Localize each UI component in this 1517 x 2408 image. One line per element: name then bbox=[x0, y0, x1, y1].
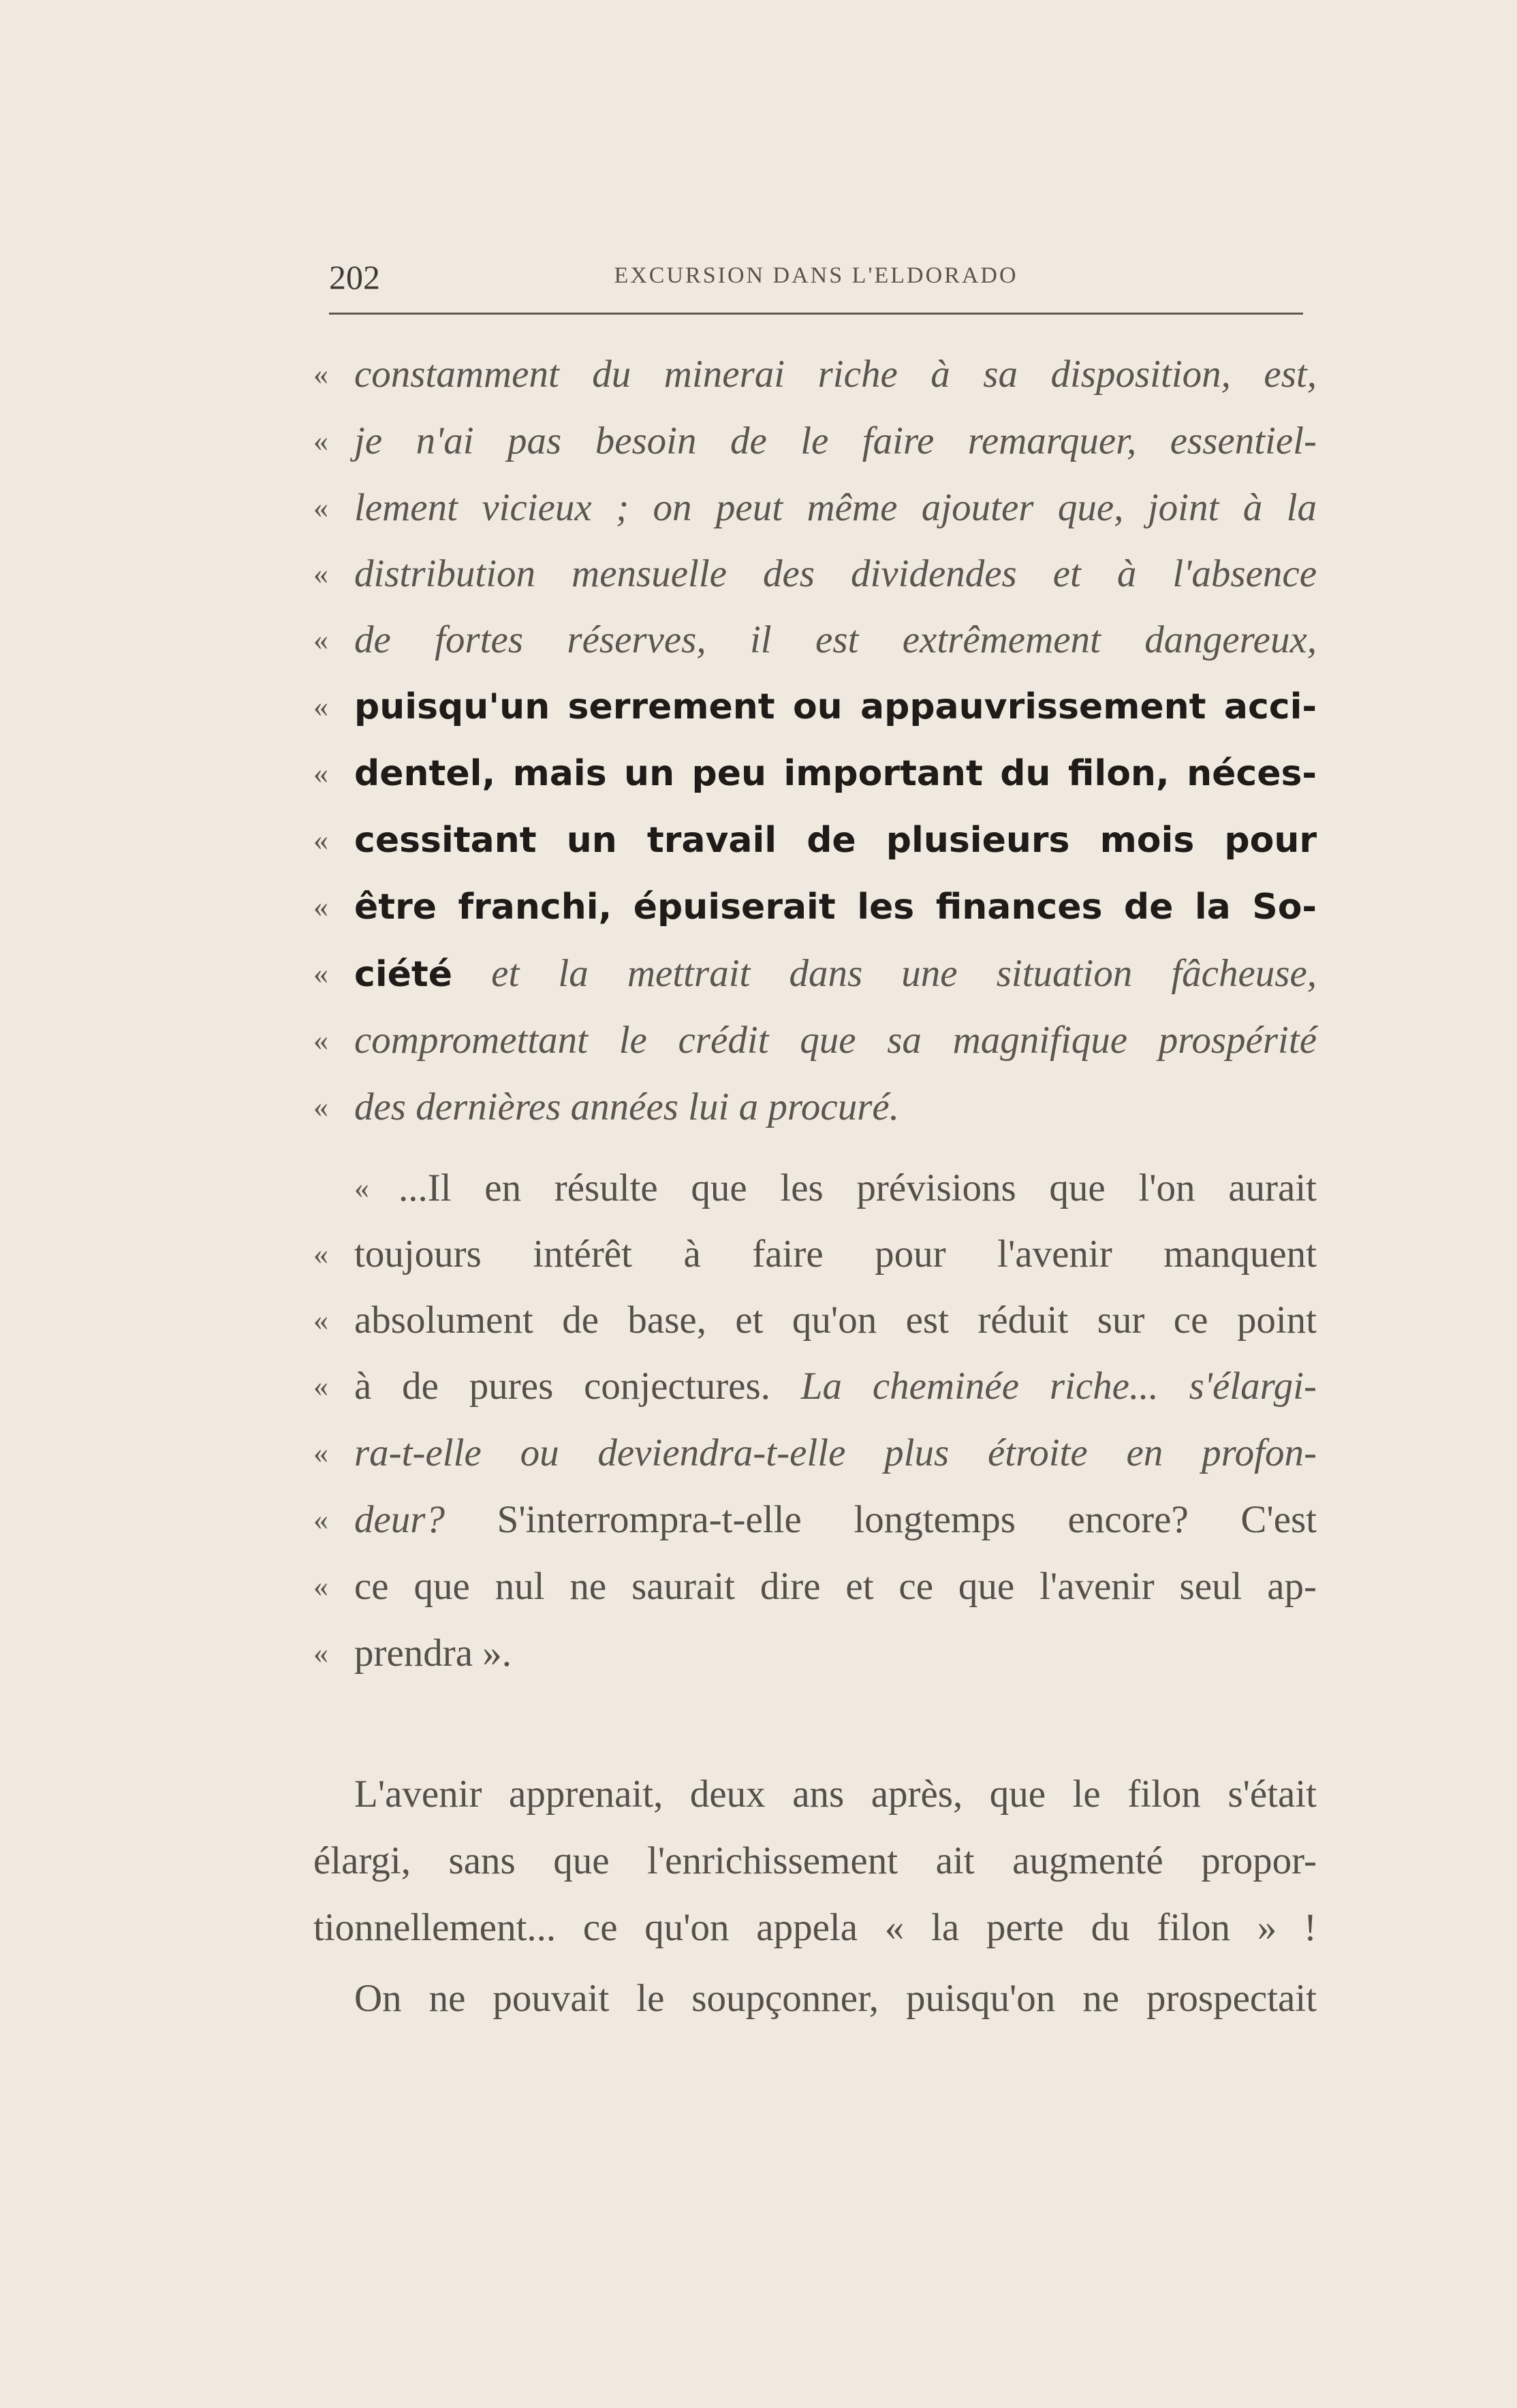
quote-line bbox=[313, 344, 1317, 405]
quote-mark: « bbox=[313, 1024, 328, 1057]
quote-mark: « bbox=[313, 1369, 328, 1403]
line-text bbox=[354, 943, 1317, 1005]
quote-mark: « bbox=[313, 890, 328, 923]
line-text: je n'ai pas besoin de le faire remarquer, essentiel- bbox=[354, 419, 1317, 462]
paragraph-line: élargi, sans que l'enrichissement ait augmenté propor- bbox=[313, 1839, 1317, 1882]
quote-line bbox=[313, 1010, 1317, 1071]
line-text: puisqu'un serrement ou appauvrissement acci- bbox=[354, 686, 1317, 727]
italic-fragment: deur? bbox=[354, 1498, 445, 1541]
line-text: absolument de base, et qu'on est réduit sur ce point bbox=[354, 1299, 1317, 1342]
quote-mark: « bbox=[313, 491, 328, 524]
quote-line bbox=[313, 1290, 1317, 1351]
paragraph-line: L'avenir apprenait, deux ans après, que le filon s'était bbox=[354, 1773, 1317, 1816]
line-text: prendra ». bbox=[354, 1632, 512, 1675]
quote-mark: « bbox=[313, 1636, 328, 1670]
quote-line bbox=[313, 1077, 1317, 1138]
bold-fragment: ciété bbox=[354, 954, 453, 995]
italic-fragment: et la mettrait dans une situation fâcheuse, bbox=[491, 952, 1317, 995]
quote-mark: « bbox=[313, 957, 328, 990]
quote-mark: « bbox=[313, 757, 328, 790]
line-text: distribution mensuelle des dividendes et à l'absence bbox=[354, 552, 1317, 595]
header-rule bbox=[329, 313, 1303, 315]
quote-mark: « bbox=[354, 1171, 369, 1205]
line-text: ce que nul ne saurait dire et ce que l'avenir seul ap- bbox=[354, 1565, 1317, 1608]
line-text: ...Il en résulte que les prévisions que l'on aurait bbox=[398, 1167, 1317, 1209]
quote-mark: « bbox=[313, 1503, 328, 1536]
line-text: des dernières années lui a procuré. bbox=[354, 1086, 899, 1128]
quote-line bbox=[313, 1356, 1317, 1417]
quote-mark: « bbox=[313, 623, 328, 656]
line-text: dentel, mais un peu important du filon, néces- bbox=[354, 753, 1317, 794]
line-text: être franchi, épuiserait les finances de la So- bbox=[354, 887, 1317, 928]
quote-line bbox=[313, 943, 1317, 1004]
line-text bbox=[354, 1356, 1317, 1417]
quote-line bbox=[313, 1158, 1317, 1219]
quote-line bbox=[313, 411, 1317, 472]
line-text: de fortes réserves, il est extrêmement dangereux, bbox=[354, 618, 1317, 661]
quote-mark: « bbox=[313, 557, 328, 590]
line-text: cessitant un travail de plusieurs mois pour bbox=[354, 820, 1317, 861]
line-text: lement vicieux ; on peut même ajouter que, joint à la bbox=[354, 486, 1317, 529]
quote-mark: « bbox=[313, 358, 328, 391]
quote-line bbox=[313, 477, 1317, 539]
line-text: constamment du minerai riche à sa disposition, est, bbox=[354, 353, 1317, 396]
quote-line bbox=[313, 743, 1317, 804]
line-text: ra-t-elle ou deviendra-t-elle plus étroite en profon- bbox=[354, 1431, 1317, 1474]
quote-line bbox=[313, 876, 1317, 938]
quote-line bbox=[313, 1423, 1317, 1484]
quote-line bbox=[313, 609, 1317, 671]
line-text bbox=[354, 1489, 1317, 1551]
quote-line bbox=[313, 1489, 1317, 1551]
quote-mark: « bbox=[313, 1237, 328, 1271]
quote-mark: « bbox=[313, 823, 328, 857]
quote-line bbox=[313, 1556, 1317, 1617]
quote-mark: « bbox=[313, 1436, 328, 1470]
line-text: compromettant le crédit que sa magnifique prospérité bbox=[354, 1019, 1317, 1062]
line-text: toujours intérêt à faire pour l'avenir manquent bbox=[354, 1233, 1317, 1276]
page-header bbox=[329, 257, 1303, 301]
running-title: EXCURSION DANS L'ELDORADO bbox=[614, 263, 1018, 288]
paragraph-line: tionnellement... ce qu'on appela « la perte du filon » ! bbox=[313, 1906, 1317, 1949]
roman-fragment: à de pures conjectures. bbox=[354, 1365, 770, 1408]
quote-line bbox=[313, 1224, 1317, 1285]
page-number: 202 bbox=[329, 258, 380, 296]
quote-line bbox=[313, 1623, 1317, 1684]
quote-line bbox=[313, 810, 1317, 871]
roman-fragment: S'interrompra-t-elle longtemps encore? C'est bbox=[497, 1498, 1317, 1541]
paragraph-line: On ne pouvait le soupçonner, puisqu'on ne prospectait bbox=[354, 1977, 1317, 2020]
quote-mark: « bbox=[313, 1570, 328, 1603]
quote-line bbox=[313, 543, 1317, 605]
italic-fragment: La cheminée riche... s'élargi- bbox=[800, 1365, 1317, 1408]
quote-mark: « bbox=[313, 1303, 328, 1337]
quote-mark: « bbox=[313, 690, 328, 723]
quote-mark: « bbox=[313, 1090, 328, 1124]
quote-mark: « bbox=[313, 424, 328, 458]
quote-line bbox=[313, 676, 1317, 738]
